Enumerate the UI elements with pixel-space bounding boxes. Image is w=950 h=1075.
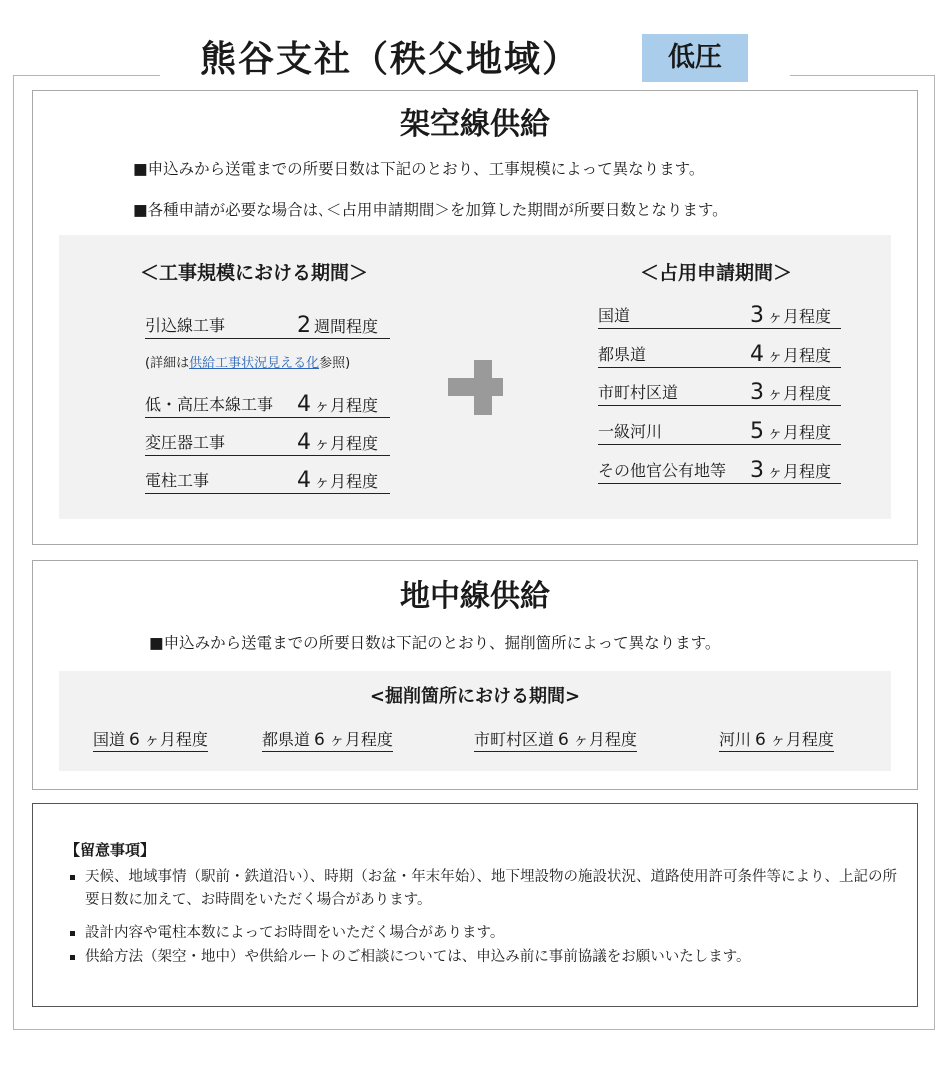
occupancy-row [598, 302, 841, 329]
occupancy-row [598, 341, 841, 368]
overhead-bullet-2: ■各種申請が必要な場合は､＜占用申請期間＞を加算した期間が所要日数となります。 [133, 201, 728, 219]
detail-note: (詳細は供給工事状況見える化参照) [145, 356, 351, 371]
construction-row [145, 429, 390, 456]
construction-row-unit: ヶ月程度 [314, 472, 379, 491]
overhead-title: 架空線供給 [400, 107, 550, 142]
construction-row-label: 低・高圧本線工事 [145, 395, 274, 414]
excavation-item: 市町村区道 6 ヶ月程度 [474, 727, 637, 752]
page-title: 熊谷支社（秩父地域） [200, 39, 581, 80]
construction-heading: ＜工事規模における期間＞ [140, 262, 369, 284]
voltage-badge: 低圧 [642, 34, 748, 82]
excavation-item: 国道 6 ヶ月程度 [93, 727, 208, 752]
occupancy-row [598, 418, 841, 445]
construction-row-label: 変圧器工事 [145, 433, 226, 452]
excavation-item: 河川 6 ヶ月程度 [719, 727, 834, 752]
occupancy-row-num: 3 [750, 303, 764, 328]
note-item: 天候、地域事情（駅前・鉄道沿い）、時期（お盆・年末年始）、地下埋設物の施設状況、道路使用許可条件等により、上記の所要日数に加えて、お時間をいただく場合があります。 [85, 866, 900, 912]
overhead-bullet-1: ■申込みから送電までの所要日数は下記のとおり、工事規模によって異なります。 [133, 160, 705, 178]
occupancy-row-num: 3 [750, 458, 764, 483]
occupancy-row-label: 都県道 [598, 345, 647, 364]
notes-title: 【留意事項】 [65, 841, 156, 859]
occupancy-row-label: 市町村区道 [598, 383, 679, 402]
occupancy-row-unit: ヶ月程度 [767, 423, 832, 442]
construction-row-unit: 週間程度 [314, 317, 379, 336]
construction-row-num: 4 [297, 468, 311, 493]
occupancy-row [598, 457, 841, 484]
construction-row [145, 467, 390, 494]
construction-row [145, 312, 390, 339]
construction-row-num: 4 [297, 392, 311, 417]
occupancy-row-unit: ヶ月程度 [767, 384, 832, 403]
note-item: 設計内容や電柱本数によってお時間をいただく場合があります。 [85, 922, 900, 945]
excavation-heading: <掘削箇所における期間> [369, 686, 581, 707]
construction-row-label: 引込線工事 [145, 316, 226, 335]
underground-title: 地中線供給 [400, 579, 550, 614]
occupancy-row-unit: ヶ月程度 [767, 346, 832, 365]
construction-row-num: 4 [297, 430, 311, 455]
note-item: 供給方法（架空・地中）や供給ルートのご相談については、申込み前に事前協議をお願いいたします。 [85, 946, 900, 969]
excavation-item: 都県道 6 ヶ月程度 [262, 727, 393, 752]
notes-panel [32, 803, 918, 1007]
occupancy-row [598, 379, 841, 406]
construction-row-label: 電柱工事 [145, 471, 210, 490]
occupancy-row-label: 国道 [598, 306, 631, 325]
construction-row-unit: ヶ月程度 [314, 396, 379, 415]
construction-row-num: 2 [297, 313, 311, 338]
occupancy-row-unit: ヶ月程度 [767, 462, 832, 481]
occupancy-row-label: その他官公有地等 [598, 461, 727, 480]
occupancy-heading: ＜占用申請期間＞ [640, 262, 793, 284]
occupancy-row-num: 3 [750, 380, 764, 405]
plus-icon [448, 378, 503, 396]
occupancy-row-label: 一級河川 [598, 422, 663, 441]
construction-row [145, 391, 390, 418]
visualization-link[interactable]: 供給工事状況見える化 [189, 356, 320, 371]
page-header [160, 28, 790, 90]
underground-bullet: ■申込みから送電までの所要日数は下記のとおり、掘削箇所によって異なります。 [149, 634, 721, 652]
construction-row-unit: ヶ月程度 [314, 434, 379, 453]
occupancy-row-num: 5 [750, 419, 764, 444]
occupancy-row-unit: ヶ月程度 [767, 307, 832, 326]
occupancy-row-num: 4 [750, 342, 764, 367]
